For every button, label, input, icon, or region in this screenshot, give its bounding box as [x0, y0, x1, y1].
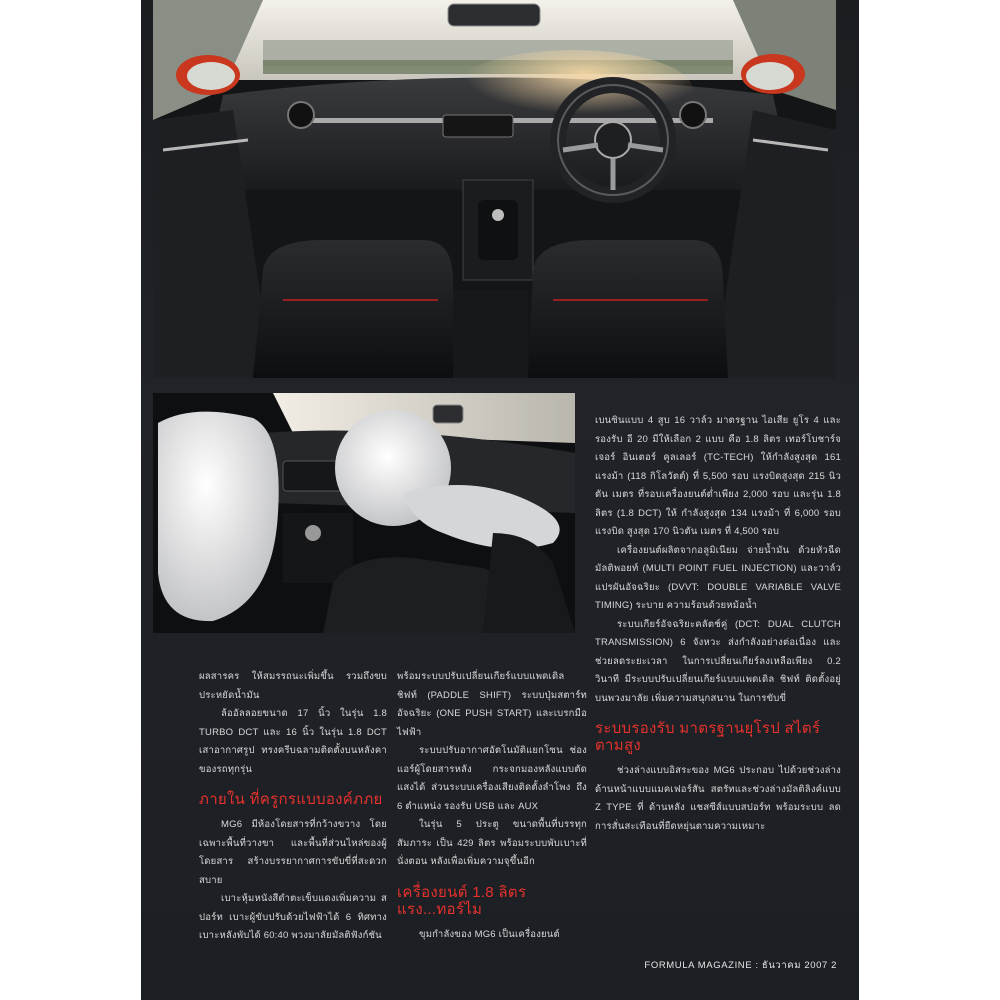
transmission-paragraph: ระบบเกียร์อัจฉริยะคลัตช์คู่ (DCT: DUAL CLUTCH TRANSMISSION) 6 จังหวะ ส่งกำลังอย่างต่อเนื่อง และช่วยลดระยะเวลา ในการเปลี่ยนเกียร์ลงเหลือเพียง 0.2 วินาที มีระบบปรับเปลี่ยนเกียร์แบบแพดเดิล ชิฟท์ ติดตั้งอยู่บนพวงมาลัย เพิ่มความสนุกสนาน ในการขับขี่: [595, 618, 841, 704]
text-column-left: [199, 668, 387, 946]
text-column-right: [595, 412, 841, 836]
cargo-paragraph: ในรุ่น 5 ประตู ขนาดพื้นที่บรรทุกสัมภาระ เป็น 429 ลิตร พร้อมระบบพับเบาะที่นั่งตอน หลังเพื่อเพิ่มความจุขึ้นอีก: [397, 819, 587, 867]
suspension-heading: ระบบรองรับ มาตรฐานยุโรป สไตร์ตามสูง: [595, 720, 821, 754]
suspension-paragraph: ช่วงล่างแบบอิสระของ MG6 ประกอบ ไปด้วยช่วงล่างด้านหน้าแบบแมคเฟอร์สัน สตรัทและช่วงล่างมัลติลิงค์แบบ Z TYPE ที่ ด้านหลัง แชสซีส์แบบสปอร์ท พร้อมระบบ ลดการสั่นสะเทือนที่ยืดหยุ่นตามความเหมาะ: [595, 765, 841, 832]
engine-intro-paragraph: ขุมกำลังของ MG6 เป็นเครื่องยนต์: [419, 928, 560, 940]
text-column-middle: [397, 668, 587, 944]
magazine-page: [141, 0, 859, 1000]
cabin-space-paragraph: MG6 มีห้องโดยสารที่กว้างขวาง โดย เฉพาะพื้นที่วางขา และพื้นที่ส่วนไหล่ของผู้ โดยสาร สร้างบรรยากาศการขับขี่ที่สะดวก สบาย: [199, 819, 387, 886]
car-interior-photo: [153, 0, 836, 378]
seats-paragraph: เบาะหุ้มหนังสีดำตะเข็บแดงเพิ่มความ สปอร์ท เบาะผู้ขับปรับด้วยไฟฟ้าได้ 6 ทิศทาง เบาะหลังพับได้ 60:40 พวงมาลัยมัลติฟังก์ชัน: [199, 893, 387, 941]
engine-spec-paragraph: เบนซินแบบ 4 สูบ 16 วาล์ว มาตรฐาน ไอเสีย ยูโร 4 และรองรับ อี 20 มีให้เลือก 2 แบบ คือ 1.8 ลิตร เทอร์โบชาร์จเจอร์ อินเตอร์ คูลเลอร์ (TC-TECH) ให้กำลังสูงสุด 161 แรงม้า (118 กิโลวัตต์) ที่ 5,500 รอบ แรงบิดสูงสุด 215 นิวตัน เมตร ที่รอบเครื่องยนต์ต่ำเพียง 2,000 รอบ และรุ่น 1.8 ลิตร (1.8 DCT) ให้ กำลังสูงสุด 134 แรงม้า ที่ 6,000 รอบ แรงบิด สูงสุด 170 นิวตัน เมตร ที่ 4,500 รอบ: [595, 415, 841, 537]
engine-injection-paragraph: เครื่องยนต์ผลิตจากอลูมิเนียม จ่ายน้ำมัน ด้วยหัวฉีดมัลติพอยท์ (MULTI POINT FUEL INJECTION) และวาล์วแปรผันอัจฉริยะ (DVVT: DOUBLE VARIABLE VALVE TIMING) ระบาย ความร้อนด้วยหม้อน้ำ: [595, 544, 841, 611]
air-conditioning-paragraph: ระบบปรับอากาศอัตโนมัติแยกโซน ช่อง แอร์ผู้โดยสารหลัง กระจกมองหลังแบบตัด แสงได้ ส่วนระบบเครื่องเสียงติดตั้งลำโพง ถึง 6 ตำแหน่ง รองรับ USB และ AUX: [397, 745, 587, 812]
interior-heading: ภายใน ที่ครูกรแบบองค์ภภย: [199, 791, 383, 808]
airbag-illustration: [153, 393, 575, 633]
engine-heading: เครื่องยนต์ 1.8 ลิตร แรง...ทอร์ไม: [397, 883, 527, 918]
airbag-photo: [153, 393, 575, 633]
paddle-shift-paragraph: พร้อมระบบปรับเปลี่ยนเกียร์แบบแพดเดิล ชิฟท์ (PADDLE SHIFT) ระบบปุ่มสตาร์ท อัจฉริยะ (ONE PUSH START) และเบรกมือ ไฟฟ้า: [397, 671, 587, 738]
intro-paragraph: ผลสารคร ให้สมรรถนะเพิ่มขึ้น รวมถึงขบ ประหยัดน้ำมัน: [199, 671, 387, 701]
car-interior-illustration: [153, 0, 836, 378]
page-footer: FORMULA MAGAZINE : ธันวาคม 2007 2: [644, 960, 837, 971]
wheels-paragraph: ล้ออัลลอยขนาด 17 นิ้ว ในรุ่น 1.8 TURBO DCT และ 16 นิ้ว ในรุ่น 1.8 DCT เสาอากาศรูป ทรงครีบฉลามติดตั้งบนหลังคาของรถทุกรุ่น: [199, 708, 387, 775]
